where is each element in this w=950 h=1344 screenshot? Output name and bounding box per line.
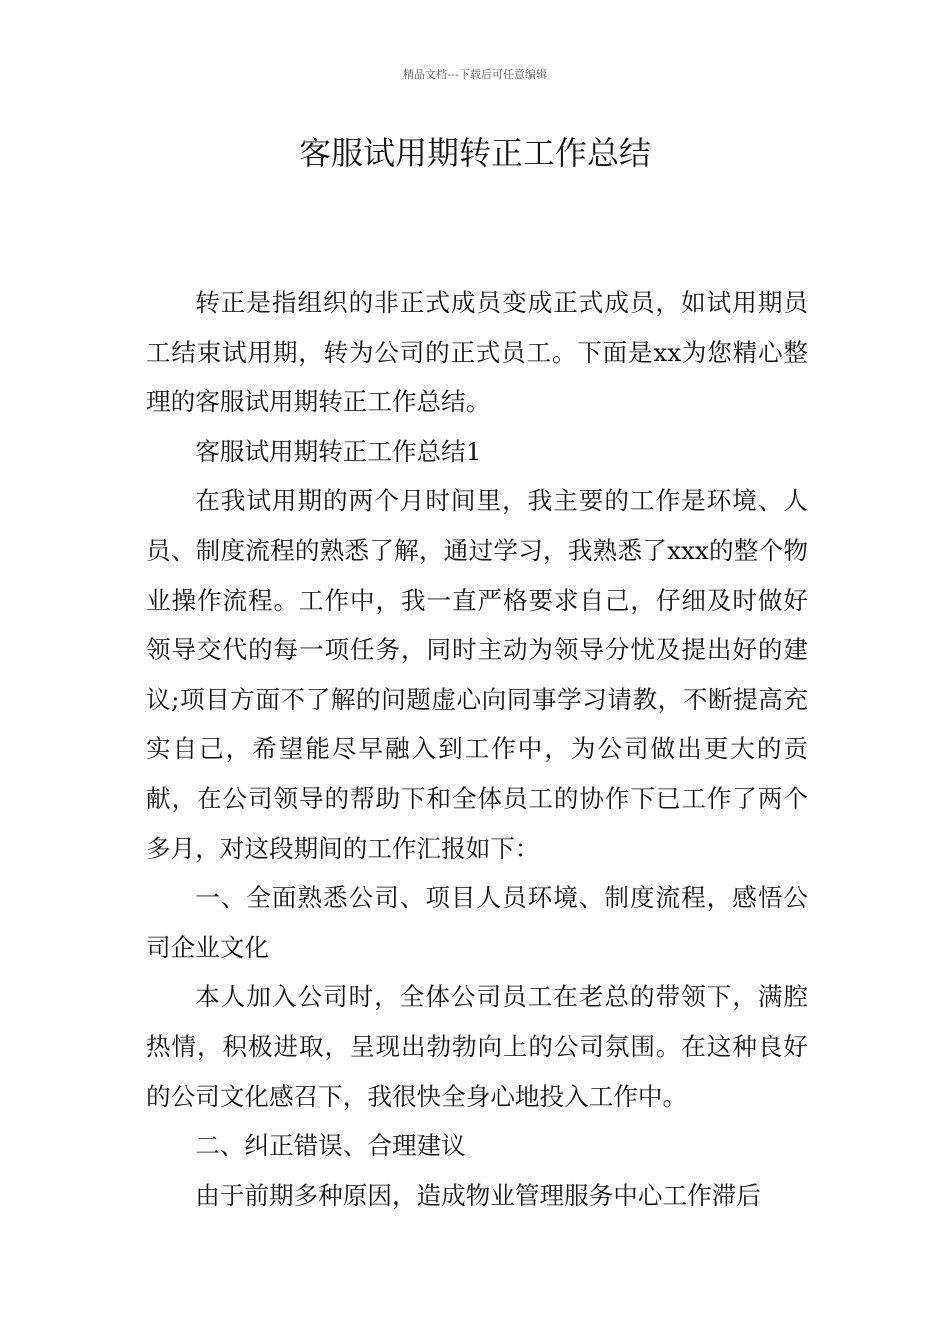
body-paragraph: 本人加入公司时，全体公司员工在老总的带领下，满腔热情，积极进取，呈现出勃勃向上的公司氛围。在这种良好的公司文化感召下，我很快全身心地投入工作中。: [146, 982, 808, 1111]
section-heading-2: 二、纠正错误、合理建议: [195, 1131, 466, 1161]
body-paragraph: 在我试用期的两个月时间里，我主要的工作是环境、人员、制度流程的熟悉了解，通过学习，我熟悉了xxx的整个物业操作流程。工作中，我一直严格要求自己，仔细及时做好领导交代的每一项任务，同时主动为领导分忧及提出好的建议;项目方面不了解的问题虚心向同事学习请教，不断提高充实自己，希望能尽早融入到工作中，为公司做出更大的贡献，在公司领导的帮助下和全体员工的协作下已工作了两个多月，对这段期间的工作汇报如下：: [146, 486, 808, 863]
document-body: [146, 278, 808, 1220]
header-note: 精品文档---下载后可任意编辑: [403, 68, 547, 81]
section-heading-summary-1: 客服试用期转正工作总结1: [195, 436, 482, 466]
section-heading-1: 一、全面熟悉公司、项目人员环境、制度流程，感悟公司企业文化: [146, 883, 808, 962]
intro-paragraph: 转正是指组织的非正式成员变成正式成员，如试用期员工结束试用期，转为公司的正式员工。下面是xx为您精心整理的客服试用期转正工作总结。: [146, 288, 808, 417]
body-paragraph: 由于前期多种原因，造成物业管理服务中心工作滞后: [195, 1180, 761, 1210]
document-title: 客服试用期转正工作总结: [298, 134, 651, 172]
